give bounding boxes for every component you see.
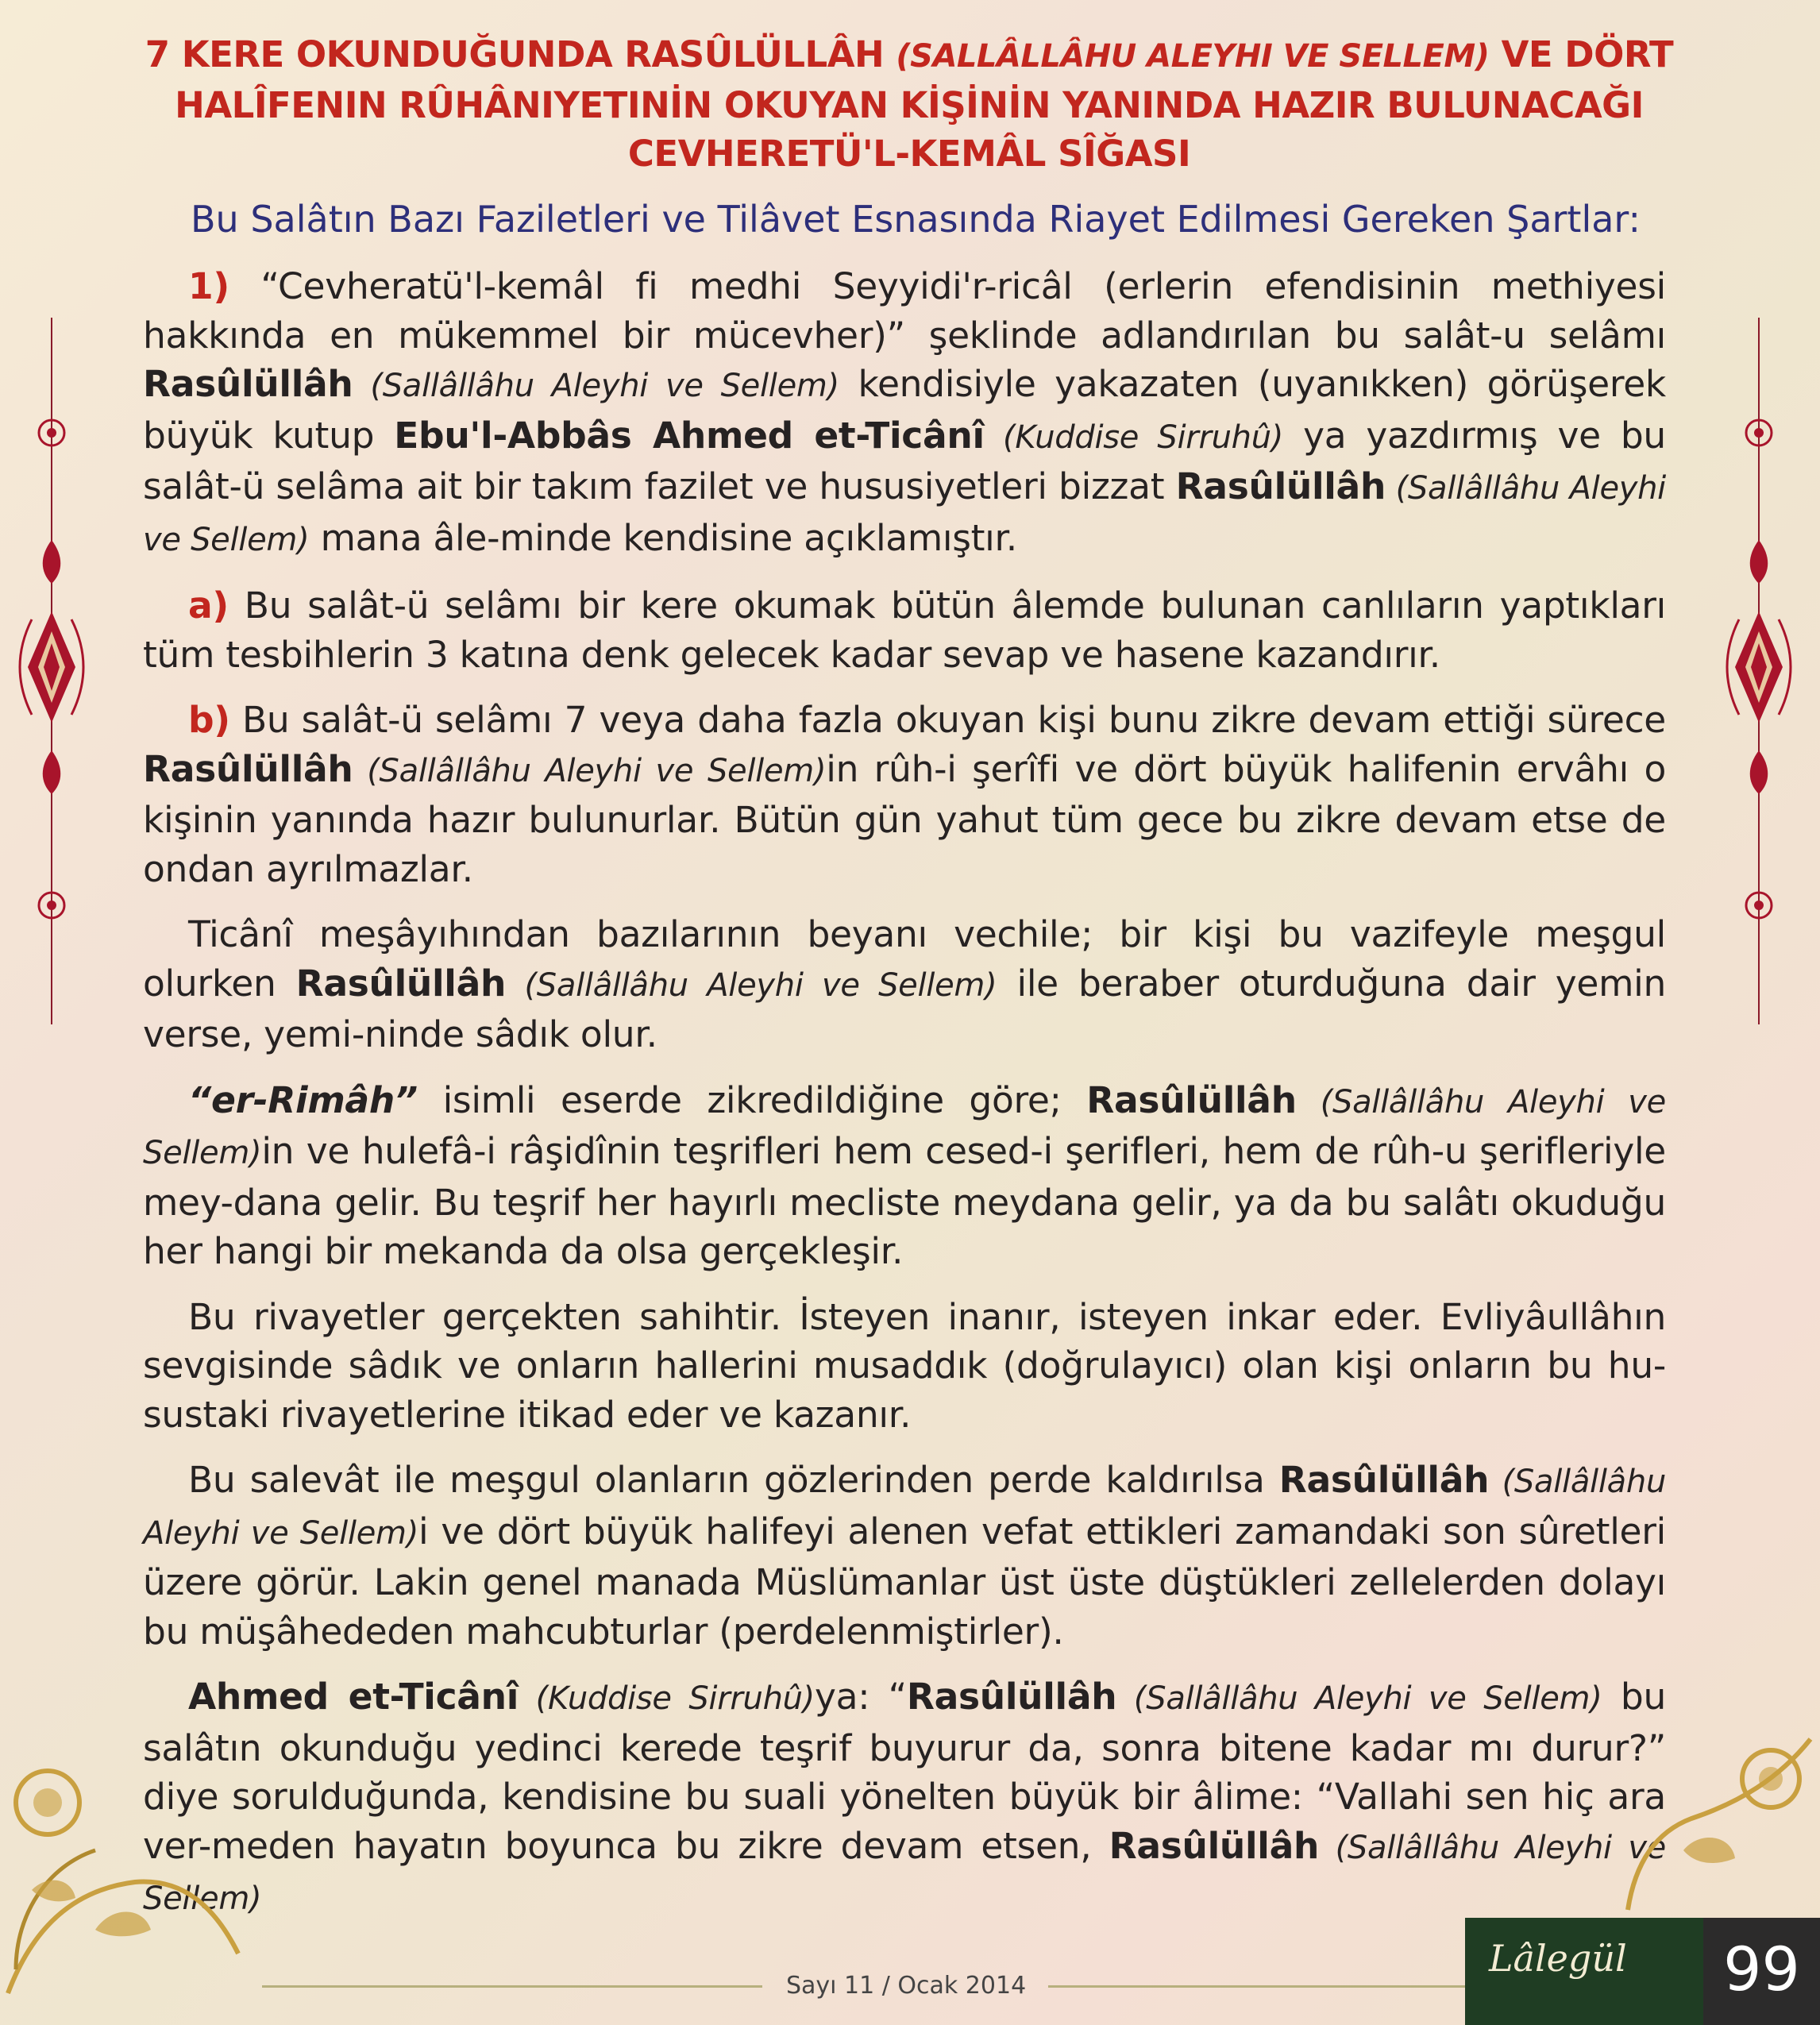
- paragraph-1: 1) “Cevheratü'l-kemâl fi medhi Seyyidi'r-ricâl (erlerin efendisinin methiyesi hakkında en mükemmel bir mücevher)” şeklinde adlandırılan bu salât-u selâmı Rasûlüllâh (Sallâllâhu Aleyhi ve Sellem) kendisiyle yakazaten (uyanıkken) görüşerek büyük kutup Ebu'l-Abbâs Ahmed et-Ticânî (Kuddise Sirruhû) ya yazdırmış ve bu salât-ü selâma ait bir takım fazilet ve hususiyetleri bizzat Rasûlüllâh (Sallâllâhu Aleyhi ve Sellem) mana âle-minde kendisine açıklamıştır.: [143, 265, 1666, 559]
- corner-floral-left-icon: [0, 1731, 262, 2001]
- footer-divider-left: [262, 1985, 762, 1988]
- paragraph-3: “er-Rimâh” isimli eserde zikredildiğine göre; Rasûlüllâh (Sallâllâhu Aleyhi ve Sellem)in ve hulefâ-i râşidînin teşrifleri hem cesed-i şerifleri, hem de rûh-u şerifleriyle mey-dana gelir. Bu teşrif her hayırlı mecliste meydana gelir, ya da bu salâtı okuduğu her hangi bir mekanda da olsa gerçekleşir.: [143, 1078, 1666, 1272]
- footer-divider-right: [1048, 1985, 1465, 1988]
- section-subtitle: Bu Salâtın Bazı Faziletleri ve Tilâvet Esnasında Riayet Edilmesi Gereken Şartlar:: [191, 198, 1641, 241]
- left-ornament-icon: [16, 318, 87, 1024]
- magazine-name: Lâlegül: [1489, 1937, 1627, 1980]
- right-ornament-icon: [1723, 318, 1795, 1024]
- title-line-3: CEVHERETÜ'L-KEMÂL SÎĞASI: [627, 133, 1191, 175]
- issue-info: Sayı 11 / Ocak 2014: [786, 1972, 1027, 2000]
- page-number: 99: [1703, 1918, 1820, 2025]
- title-line-2: HALÎFENIN RÛHÂNIYETINİN OKUYAN KİŞİNİN YANINDA HAZIR BULUNACAĞI: [175, 84, 1644, 126]
- article-body: [143, 262, 1666, 1941]
- magazine-logo: [1465, 1918, 1703, 2025]
- corner-floral-right-icon: [1620, 1731, 1820, 1918]
- paragraph-a: a) Bu salât-ü selâmı bir kere okumak bütün âlemde bulunan canlıların yaptıkları tüm tesbihlerin 3 katına denk gelecek kadar sevap ve hasene kazandırır.: [143, 584, 1666, 676]
- paragraph-2: Ticânî meşâyıhından bazılarının beyanı vechile; bir kişi bu vazifeyle meşgul olurken Rasûlüllâh (Sallâllâhu Aleyhi ve Sellem) ile beraber oturduğuna dair yemin verse, yemi-ninde sâdık olur.: [143, 913, 1666, 1055]
- paragraph-5: Bu salevât ile meşgul olanların gözlerinden perde kaldırılsa Rasûlüllâh (Sallâllâhu Aleyhi ve Sellem)i ve dört büyük halifeyi alenen vefat ettikleri zamandaki son sûretleri üzere görür. Lakin genel manada Müslümanlar üst üste düştükleri zellelerden dolayı bu müşâhededen mahcubturlar (perdelenmiştirler).: [143, 1459, 1667, 1653]
- paragraph-4: Bu rivayetler gerçekten sahihtir. İsteyen inanır, isteyen inkar eder. Evliyâullâhın sevgisinde sâdık ve onların hallerini musaddık (doğrulayıcı) olan kişi onların bu hu-sustaki rivayetlerine itikad eder ve kazanır.: [143, 1295, 1666, 1436]
- title-line-1: 7 KERE OKUNDUĞUNDA RASÛLÜLLÂH (SALLÂLLÂHU ALEYHI VE SELLEM) VE DÖRT: [145, 33, 1674, 75]
- paragraph-b: b) Bu salât-ü selâmı 7 veya daha fazla okuyan kişi bunu zikre devam ettiği sürece Rasûlüllâh (Sallâllâhu Aleyhi ve Sellem)in rûh-i şerîfi ve dört büyük halifenin ervâhı o kişinin yanında hazır bulunurlar. Bütün gün yahut tüm gece bu zikre devam etse de ondan ayrılmazlar.: [143, 699, 1666, 890]
- paragraph-6: Ahmed et-Ticânî (Kuddise Sirruhû)ya: “Rasûlüllâh (Sallâllâhu Aleyhi ve Sellem) bu salâtın okunduğu yedinci kerede teşrif buyurur da, sonra bitene kadar mı durur?” diye sorulduğunda, kendisine bu suali yönelten büyük bir âlime: “Vallahi sen hiç ara ver-meden hayatın boyunca bu zikre devam etsen, Rasûlüllâh (Sallâllâhu Aleyhi ve Sellem): [143, 1676, 1666, 1917]
- page-title: [143, 30, 1675, 178]
